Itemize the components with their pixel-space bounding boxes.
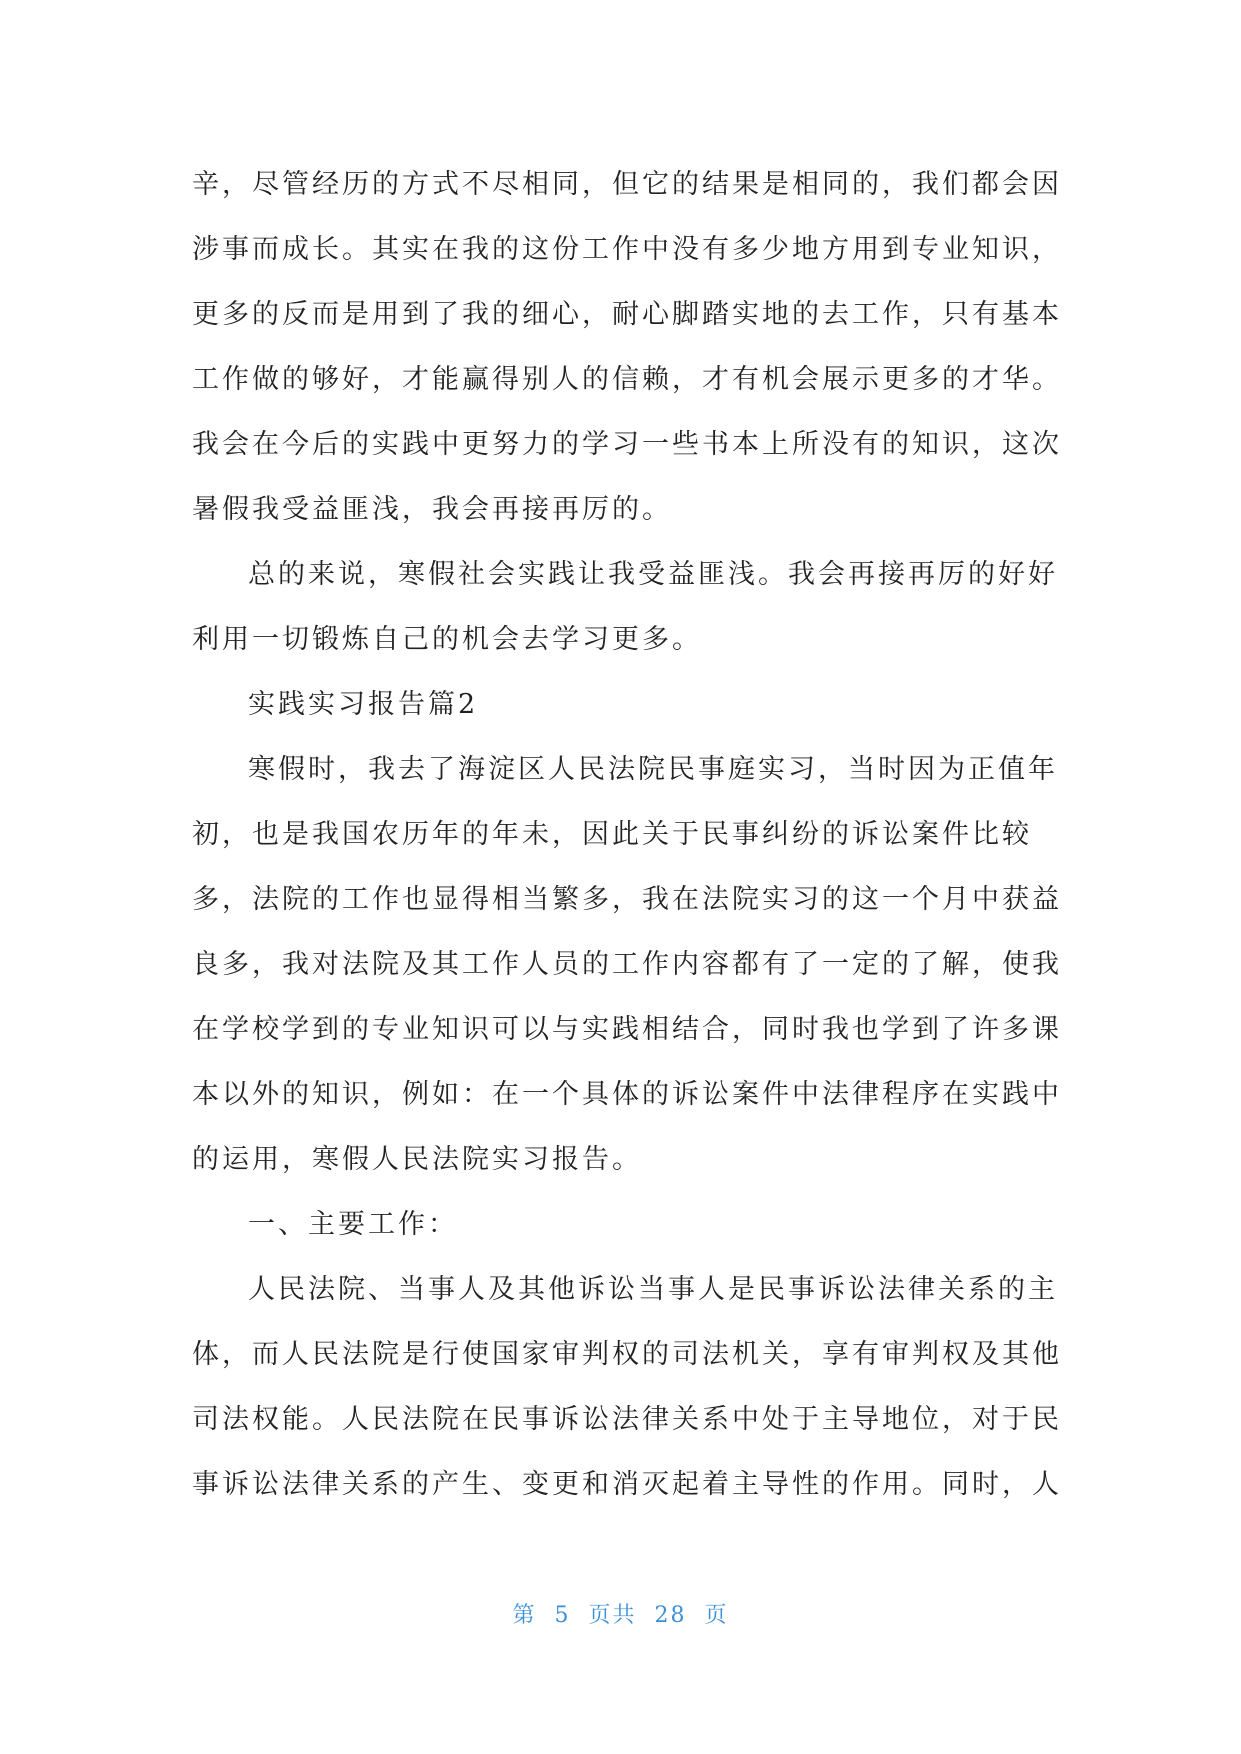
text-line: 人民法院、当事人及其他诉讼当事人是民事诉讼法律关系的主 [248, 1274, 1058, 1305]
text-line: 良多，我对法院及其工作人员的工作内容都有了一定的了解，使我 [192, 949, 1062, 980]
text-line: 利用一切锻炼自己的机会去学习更多。 [192, 624, 702, 655]
text-line: 体，而人民法院是行使国家审判权的司法机关，享有审判权及其他 [192, 1339, 1062, 1370]
text-line: 事诉讼法律关系的产生、变更和消灭起着主导性的作用。同时，人 [192, 1469, 1062, 1500]
text-line: 我会在今后的实践中更努力的学习一些书本上所没有的知识，这次 [192, 429, 1062, 460]
text-line: 辛，尽管经历的方式不尽相同，但它的结果是相同的，我们都会因 [192, 169, 1062, 200]
text-line: 实践实习报告篇2 [248, 689, 479, 720]
text-line: 在学校学到的专业知识可以与实践相结合，同时我也学到了许多课 [192, 1014, 1062, 1045]
text-line: 涉事而成长。其实在我的这份工作中没有多少地方用到专业知识， [192, 234, 1062, 265]
text-line: 一、主要工作： [248, 1209, 458, 1240]
text-line: 暑假我受益匪浅，我会再接再厉的。 [192, 494, 672, 525]
text-line: 更多的反而是用到了我的细心，耐心脚踏实地的去工作，只有基本 [192, 299, 1062, 330]
text-line: 本以外的知识，例如：在一个具体的诉讼案件中法律程序在实践中 [192, 1079, 1062, 1110]
text-line: 的运用，寒假人民法院实习报告。 [192, 1144, 642, 1175]
document-body [192, 152, 1062, 1517]
text-line: 总的来说，寒假社会实践让我受益匪浅。我会再接再厉的好好 [248, 559, 1058, 590]
text-line: 工作做的够好，才能赢得别人的信赖，才有机会展示更多的才华。 [192, 364, 1062, 395]
text-line: 多，法院的工作也显得相当繁多，我在法院实习的这一个月中获益 [192, 884, 1062, 915]
page-footer: 第 5 页共 28 页 [512, 1603, 729, 1628]
text-line: 司法权能。人民法院在民事诉讼法律关系中处于主导地位，对于民 [192, 1404, 1062, 1435]
text-line: 寒假时，我去了海淀区人民法院民事庭实习，当时因为正值年 [248, 754, 1058, 785]
text-line: 初，也是我国农历年的年未，因此关于民事纠纷的诉讼案件比较 [192, 819, 1032, 850]
